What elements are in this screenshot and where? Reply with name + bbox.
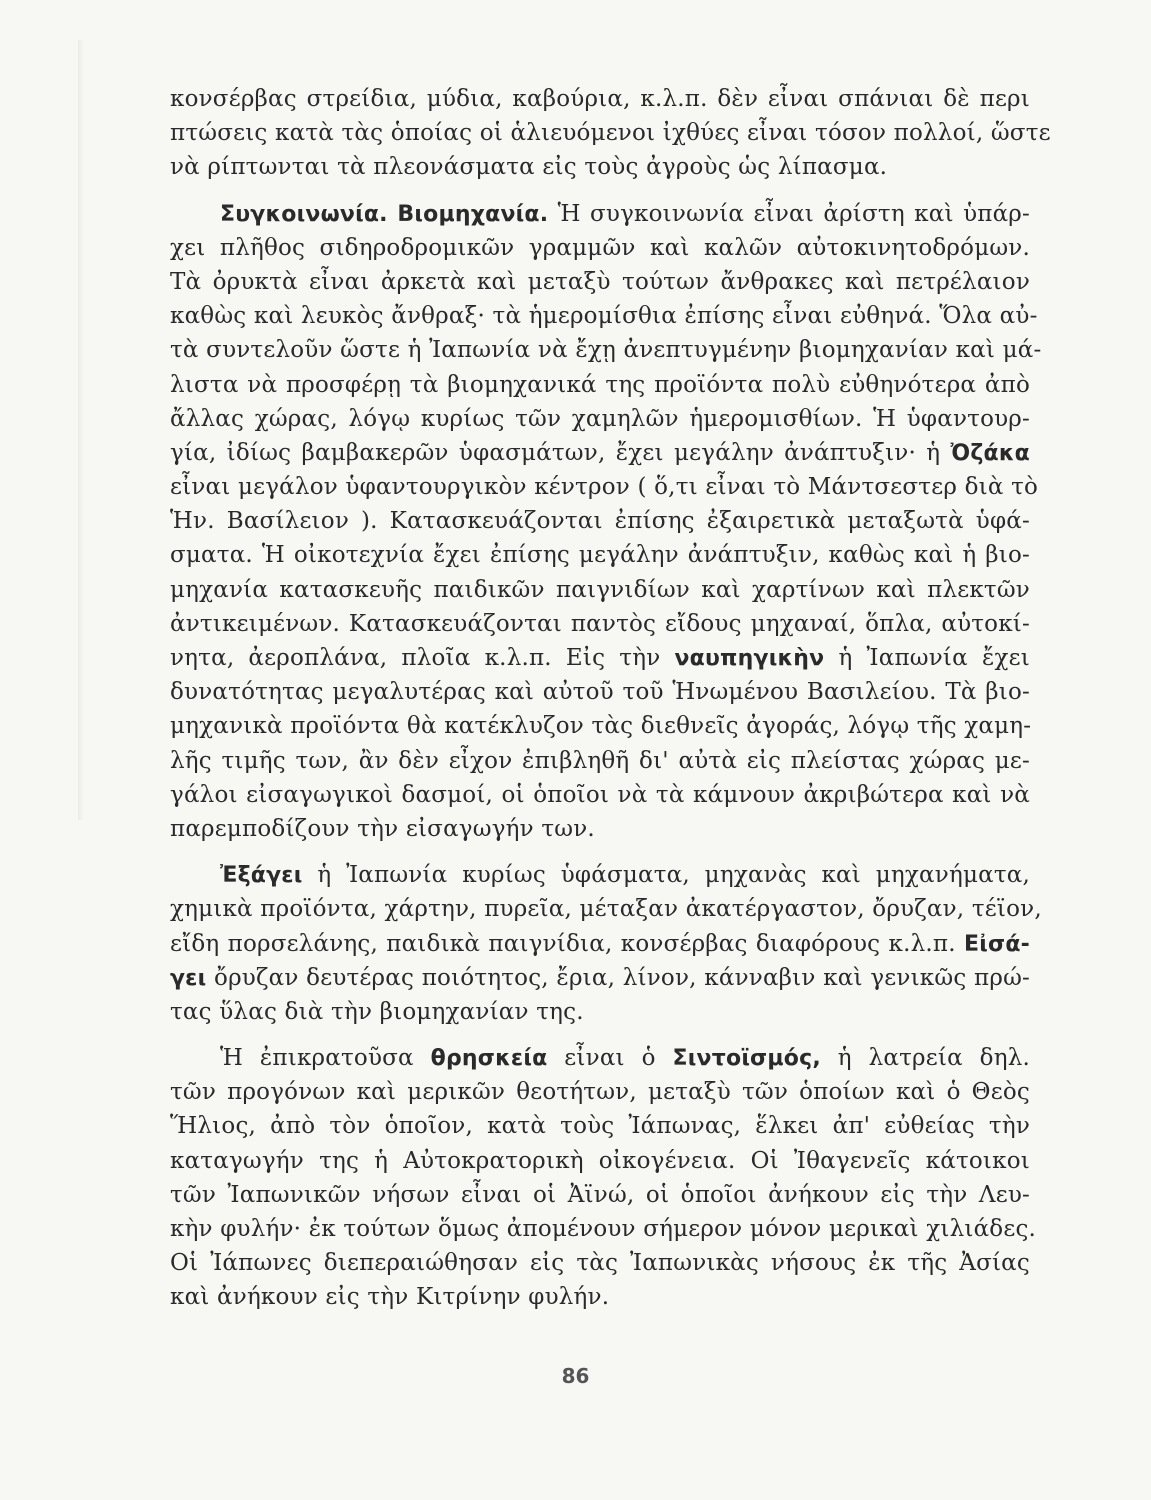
text-line: Τὰ ὀρυκτὰ εἶναι ἀρκετὰ καὶ μεταξὺ τούτων ἄνθρακες καὶ πετρέλαιον: [170, 268, 1030, 295]
text-line: χημικὰ προϊόντα, χάρτην, πυρεῖα, μέταξαν ἀκατέργαστον, ὄρυζαν, τέϊον,: [170, 896, 1042, 923]
text-line: δυνατότητας μεγαλυτέρας καὶ αὐτοῦ τοῦ Ἡνωμένου Βασιλείου. Τὰ βιο-: [170, 679, 1030, 706]
bold-term-shinto: Σιντοϊσμός,: [672, 1046, 821, 1072]
text-line: σματα. Ἡ οἰκοτεχνία ἔχει ἐπίσης μεγάλην ἀνάπτυξιν, καθὼς καὶ ἡ βιο-: [170, 542, 1030, 569]
text-line: Ἥλιος, ἀπὸ τὸν ὁποῖον, κατὰ τοὺς Ἰάπωνας, ἕλκει ἀπ' εὐθείας τὴν: [170, 1113, 1030, 1140]
text-line: τας ὕλας διὰ τὴν βιομηχανίαν της.: [170, 998, 584, 1025]
text-line: νὰ ρίπτωνται τὰ πλεονάσματα εἰς τοὺς ἀγροὺς ὡς λίπασμα.: [170, 154, 888, 181]
text-line: γει ὄρυζαν δευτέρας ποιότητος, ἔρια, λίνον, κάνναβιν καὶ γενικῶς πρώ-: [170, 964, 1030, 991]
text-line: τῶν προγόνων καὶ μερικῶν θεοτήτων, μεταξὺ τῶν ὁποίων καὶ ὁ Θεὸς: [170, 1079, 1030, 1106]
text-line: εἴδη πορσελάνης, παιδικὰ παιγνίδια, κονσέρβας διαφόρους κ.λ.π. Εἰσά-: [170, 930, 1030, 957]
bold-term-shipbuilding: ναυπηγικὴν: [674, 646, 825, 671]
text-line: καθὼς καὶ λευκὸς ἄνθραξ· τὰ ἡμερομίσθια ἐπίσης εἶναι εὐθηνά. Ὅλα αὐ-: [170, 303, 1038, 330]
text-line: κονσέρβας στρείδια, μύδια, καβούρια, κ.λ.π. δὲν εἶναι σπάνιαι δὲ περι: [170, 86, 1030, 112]
text-line: γία, ἰδίως βαμβακερῶν ὑφασμάτων, ἔχει μεγάλην ἀνάπτυξιν· ἡ Ὀζάκα: [170, 439, 1030, 466]
text-line: Συγκοινωνία. Βιομηχανία. Ἡ συγκοινωνία εἶναι ἀρίστη καὶ ὑπάρ-: [220, 200, 1030, 227]
bold-term-imports: Εἰσά-: [964, 931, 1030, 957]
text-line: παρεμποδίζουν τὴν εἰσαγωγήν των.: [170, 815, 595, 842]
text-line: Οἱ Ἰάπωνες διεπεραιώθησαν εἰς τὰς Ἰαπωνικὰς νήσους ἐκ τῆς Ἀσίας: [170, 1250, 1030, 1277]
page-number: 86: [561, 1364, 590, 1388]
bold-term-osaka: Ὀζάκα: [950, 440, 1030, 466]
text-line: Ἡ ἐπικρατοῦσα θρησκεία εἶναι ὁ Σιντοϊσμός, ἡ λατρεία δηλ.: [220, 1045, 1030, 1072]
text-line: λιστα νὰ προσφέρῃ τὰ βιομηχανικά της προϊόντα πολὺ εὐθηνότερα ἀπὸ: [170, 371, 1030, 398]
text-line: λῆς τιμῆς των, ἂν δὲν εἶχον ἐπιβληθῆ δι' αὐτὰ εἰς πλείστας χώρας με-: [170, 747, 1030, 774]
text-line: καὶ ἀνήκουν εἰς τὴν Κιτρίνην φυλήν.: [170, 1284, 610, 1311]
section-heading-transport-industry: Συγκοινωνία. Βιομηχανία.: [220, 201, 549, 227]
text-line: μηχανία κατασκευῆς παιδικῶν παιγνιδίων καὶ χαρτίνων καὶ πλεκτῶν: [170, 576, 1030, 603]
text-line: μηχανικὰ προϊόντα θὰ κατέκλυζον τὰς διεθνεῖς ἀγοράς, λόγῳ τῆς χαμη-: [170, 713, 1032, 740]
bold-term-exports: Ἐξάγει: [220, 863, 303, 889]
text-line: χει πλῆθος σιδηροδρομικῶν γραμμῶν καὶ καλῶν αὐτοκινητοδρόμων.: [170, 234, 1030, 261]
text-line: νητα, ἀεροπλάνα, πλοῖα κ.λ.π. Εἰς τὴν ναυπηγικὴν ἡ Ἰαπωνία ἔχει: [170, 645, 1030, 671]
text-line: Ἐξάγει ἡ Ἰαπωνία κυρίως ὑφάσματα, μηχανὰς καὶ μηχανήματα,: [220, 862, 1030, 889]
scan-shadow: [78, 40, 84, 820]
text-line: κὴν φυλήν· ἐκ τούτων ὅμως ἀπομένουν σήμερον μόνον μερικαὶ χιλιάδες.: [170, 1216, 1037, 1242]
body-text: [170, 82, 1051, 1315]
text-line: γάλοι εἰσαγωγικοὶ δασμοί, οἱ ὁποῖοι νὰ τὰ κάμνουν ἀκριβώτερα καὶ νὰ: [170, 781, 1030, 808]
text-line: Ἡν. Βασίλειον ). Κατασκευάζονται ἐπίσης ἐξαιρετικὰ μεταξωτὰ ὑφά-: [170, 508, 1030, 535]
text-line: ἄλλας χώρας, λόγῳ κυρίως τῶν χαμηλῶν ἡμερομισθίων. Ἡ ὑφαντουρ-: [170, 405, 1030, 432]
bold-term-religion: θρησκεία: [430, 1046, 548, 1072]
text-line: τῶν Ἰαπωνικῶν νήσων εἶναι οἱ Ἀϊνώ, οἱ ὁποῖοι ἀνήκουν εἰς τὴν Λευ-: [170, 1181, 1030, 1208]
text-line: εἶναι μεγάλον ὑφαντουργικὸν κέντρον ( ὅ,τι εἶναι τὸ Μάντσεστερ διὰ τὸ: [170, 474, 1039, 501]
text-line: τὰ συντελοῦν ὥστε ἡ Ἰαπωνία νὰ ἔχῃ ἀνεπτυγμένην βιομηχανίαν καὶ μά-: [170, 337, 1042, 364]
text-line: ἀντικειμένων. Κατασκευάζονται παντὸς εἴδους μηχαναί, ὅπλα, αὐτοκί-: [170, 610, 1030, 637]
text-line: καταγωγήν της ἡ Αὐτοκρατορικὴ οἰκογένεια. Οἱ Ἰθαγενεῖς κάτοικοι: [170, 1147, 1030, 1174]
text-line: πτώσεις κατὰ τὰς ὁποίας οἱ ἁλιευόμενοι ἰχθύες εἶναι τόσον πολλοί, ὥστε: [170, 120, 1051, 147]
bold-term-imports-cont: γει: [170, 965, 207, 991]
